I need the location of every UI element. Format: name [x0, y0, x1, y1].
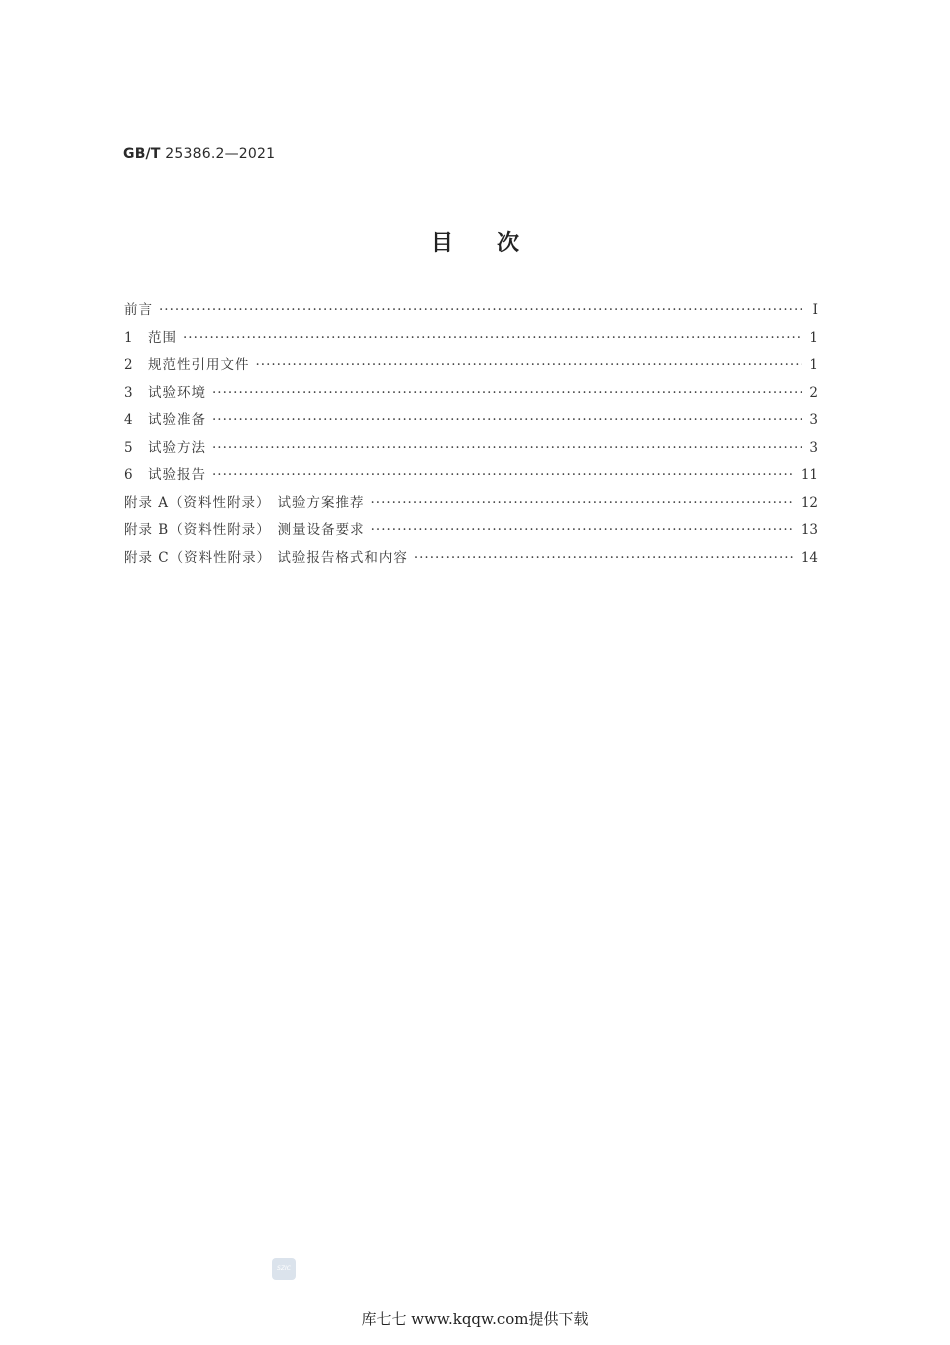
- toc-entry-label: 试验环境: [148, 384, 206, 401]
- standard-number: 25386.2—2021: [165, 146, 276, 162]
- toc-entry-6[interactable]: [124, 463, 818, 491]
- toc-entry-number: 1: [124, 329, 133, 346]
- standard-prefix: GB/T: [123, 146, 161, 162]
- leader-dots: [159, 302, 802, 318]
- footer-download-note: 库七七 www.kqqw.com提供下载: [361, 1310, 589, 1328]
- toc-annex-label: 附录 C（资料性附录）: [124, 549, 272, 566]
- toc-entry-2[interactable]: [124, 353, 818, 381]
- leader-dots: [256, 357, 803, 373]
- leader-dots: [212, 385, 802, 401]
- toc-entry-number: 3: [124, 384, 133, 401]
- leader-dots: [370, 495, 794, 511]
- toc-page-number: 11: [800, 467, 818, 483]
- toc-page-number: I: [812, 302, 818, 318]
- toc-entry-number: 5: [124, 439, 133, 456]
- document-code: [123, 146, 275, 162]
- table-of-contents: [124, 298, 818, 573]
- toc-page-number: 13: [800, 522, 818, 538]
- toc-page-number: 14: [800, 549, 818, 566]
- toc-entry-foreword[interactable]: [124, 298, 818, 326]
- toc-entry-number: 2: [124, 357, 133, 373]
- leader-dots: [414, 550, 795, 566]
- toc-annex-label: 附录 A（资料性附录）: [124, 494, 271, 511]
- leader-dots: [183, 330, 802, 346]
- toc-entry-annex-b[interactable]: [124, 518, 818, 546]
- toc-annex-label: 附录 B（资料性附录）: [124, 522, 271, 538]
- page-title: 目次: [430, 231, 563, 256]
- toc-entry-3[interactable]: [124, 381, 818, 409]
- toc-entry-label: 试验报告: [148, 467, 206, 483]
- toc-page-number: 1: [809, 357, 818, 373]
- toc-page-number: 3: [809, 412, 818, 428]
- toc-entry-label: 前言: [124, 302, 153, 318]
- toc-page-number: 3: [809, 439, 818, 456]
- toc-entry-1[interactable]: [124, 326, 818, 354]
- toc-page-number: 2: [809, 384, 818, 401]
- toc-entry-5[interactable]: [124, 436, 818, 464]
- toc-annex-subtitle: 试验方案推荐: [277, 494, 365, 511]
- toc-entry-label: 范围: [148, 329, 177, 346]
- toc-entry-number: 4: [124, 412, 133, 428]
- toc-entry-4[interactable]: [124, 408, 818, 436]
- leader-dots: [212, 467, 795, 483]
- leader-dots: [212, 412, 802, 428]
- leader-dots: [371, 522, 795, 538]
- toc-entry-annex-c[interactable]: [124, 546, 818, 574]
- toc-annex-subtitle: 测量设备要求: [277, 522, 365, 538]
- toc-entry-label: 试验准备: [148, 412, 206, 428]
- toc-page-number: 1: [809, 329, 818, 346]
- toc-entry-number: 6: [124, 467, 133, 483]
- toc-entry-label: 规范性引用文件: [148, 357, 250, 373]
- watermark-logo-icon: SZIC: [272, 1258, 296, 1280]
- leader-dots: [212, 440, 802, 456]
- toc-entry-annex-a[interactable]: [124, 491, 818, 519]
- toc-entry-label: 试验方法: [148, 439, 206, 456]
- toc-annex-subtitle: 试验报告格式和内容: [277, 549, 408, 566]
- toc-page-number: 12: [800, 494, 818, 511]
